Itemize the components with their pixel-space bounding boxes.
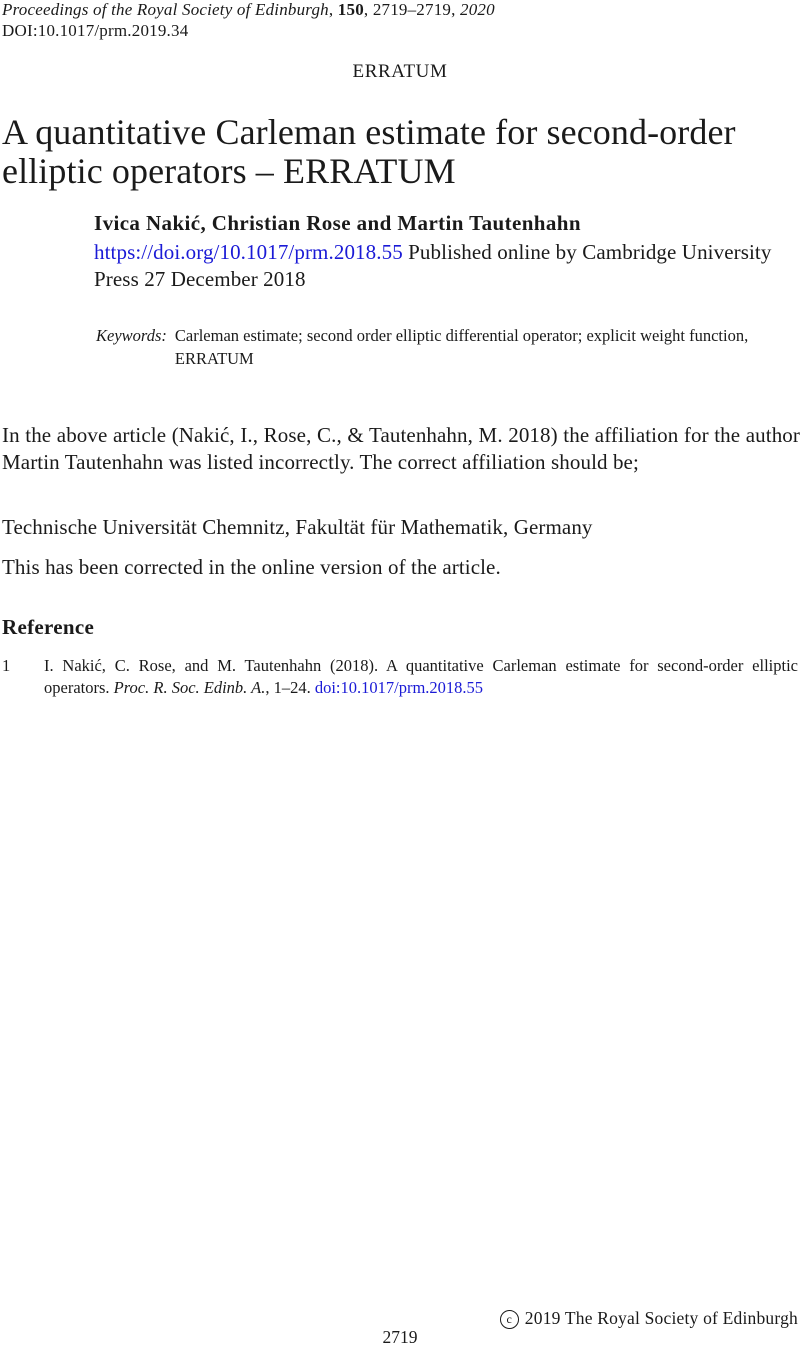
keywords-text: Carleman estimate; second order elliptic differential operator; explicit weight function, ERRATUM — [174, 326, 749, 368]
copyright-notice — [500, 1308, 798, 1329]
copyright-text: 2019 The Royal Society of Edinburgh — [524, 1308, 798, 1328]
copyright-icon: c — [500, 1310, 519, 1329]
article-doi: DOI:10.1017/prm.2019.34 — [2, 21, 189, 40]
page-range: 2719–2719 — [372, 0, 452, 19]
reference-pages: , 1–24. — [265, 678, 311, 697]
published-online-text: Published online by Cambridge University Press 27 December 2018 — [94, 240, 772, 291]
reference-doi-link[interactable]: doi:10.1017/prm.2018.55 — [314, 678, 484, 697]
page-number: 2719 — [382, 1327, 418, 1347]
journal-name: Proceedings of the Royal Society of Edinburgh — [2, 0, 329, 19]
reference-item — [2, 655, 798, 699]
original-article-info — [94, 239, 784, 293]
references-heading: Reference — [2, 615, 95, 639]
reference-citation: I. Nakić, C. Rose, and M. Tautenhahn (2018). A quantitative Carleman estimate for second-order elliptic operators. — [44, 656, 798, 697]
original-doi-link[interactable]: https://doi.org/10.1017/prm.2018.55 — [94, 240, 403, 264]
running-header: Proceedings of the Royal Society of Edinburgh, 150, 2719–2719, 2020 — [2, 0, 495, 19]
author-list: Ivica Nakić, Christian Rose and Martin Tautenhahn — [94, 211, 581, 235]
volume-number: 150 — [337, 0, 364, 19]
body-paragraph: In the above article (Nakić, I., Rose, C., & Tautenhahn, M. 2018) the affiliation for the author Martin Tautenhahn was listed incorrectly. The correct affiliation should be; — [2, 423, 800, 474]
publication-year: 2020 — [460, 0, 495, 19]
keywords-label: Keywords: — [96, 326, 167, 345]
reference-journal: Proc. R. Soc. Edinb. A. — [113, 678, 266, 697]
corrected-affiliation: Technische Universität Chemnitz, Fakultät für Mathematik, Germany — [2, 515, 593, 539]
reference-text — [44, 655, 798, 699]
body-paragraph-correction: This has been corrected in the online version of the article. — [2, 555, 501, 579]
keywords-block — [96, 324, 786, 370]
article-type-label: ERRATUM — [352, 61, 448, 82]
article-title: A quantitative Carleman estimate for second-order elliptic operators – ERRATUM — [2, 112, 736, 191]
reference-number: 1 — [2, 656, 11, 675]
